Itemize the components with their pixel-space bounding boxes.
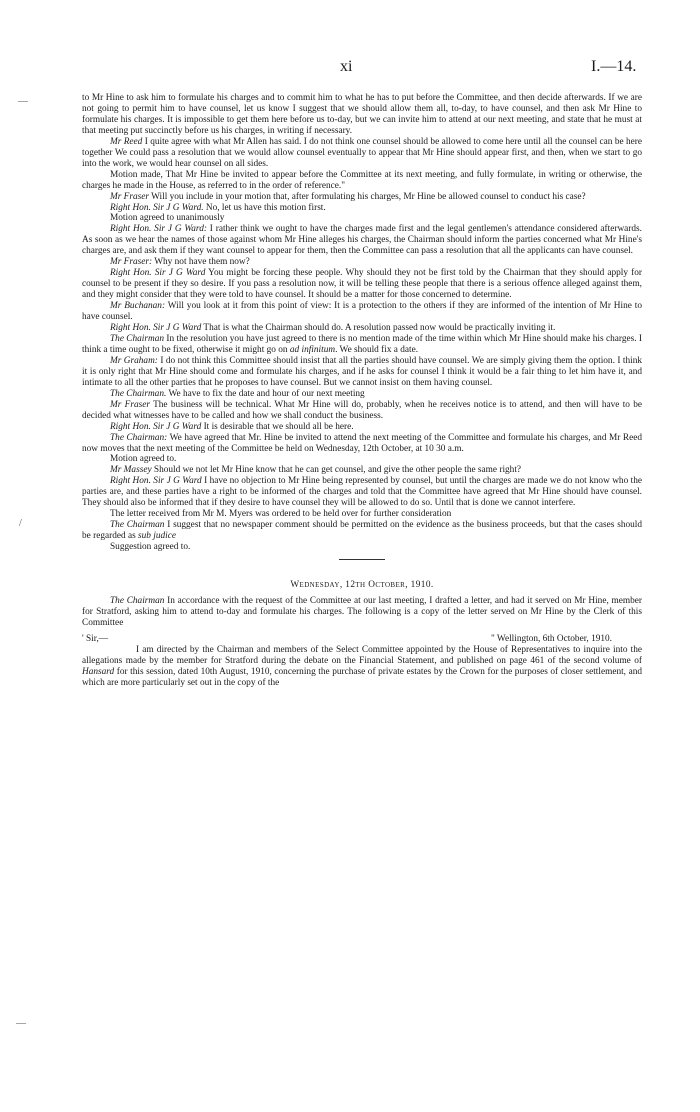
paragraph xyxy=(82,454,642,465)
speaker-name: Mr Graham: xyxy=(110,355,158,366)
paragraph-text: Why not have them now? xyxy=(152,257,250,268)
paragraph-text: Will you include in your motion that, after formulating his charges, Mr Hine be allowed counsel to conduct his case? xyxy=(149,191,586,202)
paragraph xyxy=(82,301,642,323)
paragraph-text: I suggest that no newspaper comment should be permitted on the evidence as the business proceeds, but that the cases should be regarded as xyxy=(82,520,643,542)
speaker-name: Mr Massey xyxy=(110,465,152,476)
speaker-name: Mr Fraser xyxy=(110,191,149,202)
section-divider xyxy=(339,559,385,560)
paragraph xyxy=(82,334,642,356)
paragraph xyxy=(82,257,642,268)
paragraph xyxy=(82,356,642,389)
paragraph-text: The letter received from Mr M. Myers was ordered to be held over for further consideration xyxy=(110,509,452,520)
date-heading: Wednesday, 12th October, 1910. xyxy=(290,580,434,591)
paragraph-text: I do not think this Committee should insist that all the parties should have counsel. We are simply giving them the option. I think it is only right that Mr Hine should come and formulate his charges, and if he asks for counsel I think it would be a fair thing to let him have it, and intimate to all the other parties that he proposes to have counsel. But we cannot insist on them having counsel. xyxy=(82,355,642,388)
speaker-name: The Chairman xyxy=(110,595,165,606)
paragraph xyxy=(82,542,642,553)
paragraph-text: I quite agree with what Mr Allen has said. I do not think one counsel should be allowed to come here until all the counsel can be here together We could pass a resolution that we would allow counsel eventually to appear that Mr Hine should appear first, and then, when we start to go into the work, we would hear counsel on all sides. xyxy=(82,136,642,169)
paragraph xyxy=(82,224,642,257)
paragraph-text: You might be forcing these people. Why should they not be first told by the Chairman that they should apply for counsel to be present if they so desire. If you pass a resolution now, it will be telling these people that there is a serious offence alleged against them, and they might consider that they were told to have counsel. It should be a matter for those concerned to determine. xyxy=(82,268,643,301)
paragraph-text: In accordance with the request of the Committee at our last meeting, I drafted a letter, and had it served on Mr Hine, member for Stratford, asking him to attend to-day and formulate his charges. The following is a copy of the letter served on Mr Hine by the Clerk of this Committee xyxy=(82,595,642,628)
speaker-name: Right Hon. Sir J G Ward xyxy=(110,476,202,487)
paragraph-text: Will you look at it from this point of view: It is a protection to the others if they are informed of the intention of Mr Hine to have counsel. xyxy=(82,301,642,323)
paragraph xyxy=(82,509,642,520)
speaker-name: Right Hon. Sir J G Ward. xyxy=(110,202,204,213)
salutation-text: ' Sir,— xyxy=(82,633,109,644)
paragraph-text: Suggestion agreed to. xyxy=(110,542,191,553)
speaker-name: Right Hon. Sir J G Ward xyxy=(110,421,202,432)
latin-phrase: sub judice xyxy=(138,531,176,542)
paragraph-text: Motion agreed to unanimously xyxy=(110,213,225,224)
paragraph-text: I rather think we ought to have the charges made first and the legal gentlemen's attendance considered afterwards. As soon as we hear the names of those against whom Mr Hine alleges his charges, the Chairman should inform the parties concerned what Mr Hine's charges are, and ask them if they want counsel to appear for them, then the Committee can pass a resolution that all the applicants can have counsel. xyxy=(82,224,642,257)
paragraph-text: I am directed by the Chairman and members of the Select Committee appointed by the House of Representatives to inquire into the allegations made by the member for Stratford during the debate on the Financial Statement, and published on page 461 of the second volume of xyxy=(82,644,642,666)
speaker-name: Right Hon. Sir J G Ward xyxy=(110,268,206,279)
paragraph xyxy=(82,389,642,400)
body-text xyxy=(82,93,642,689)
margin-mark: / xyxy=(19,518,22,529)
letter-salutation xyxy=(82,634,642,645)
paragraph-text: It is desirable that we should all be here. xyxy=(201,421,354,432)
letter-date: " Wellington, 6th October, 1910. xyxy=(490,633,612,644)
paragraph-text: We have agreed that Mr. Hine be invited to attend the next meeting of the Committee and formulate his charges, and Mr Reed now moves that the next meeting of the Committee be held on Wednesday, 12th October, at 10 30 a.m. xyxy=(82,432,642,454)
paragraph xyxy=(82,476,642,509)
paragraph-text: The business will be technical. What Mr Hine will do, probably, when he receives notice is to attend, and then will have to be decided what witnesses have to be called and how we shall conduct the business. xyxy=(82,399,642,421)
paragraph xyxy=(82,93,642,137)
speaker-name: The Chairman: xyxy=(110,432,168,443)
paragraph-text: Should we not let Mr Hine know that he can get counsel, and give the other people the same right? xyxy=(151,465,522,476)
paragraph xyxy=(82,433,642,455)
paragraph-text: Motion agreed to. xyxy=(110,454,177,465)
paragraph xyxy=(82,323,642,334)
speaker-name: Right Hon. Sir J G Ward: xyxy=(110,224,207,235)
paragraph xyxy=(82,192,642,203)
paragraph xyxy=(82,213,642,224)
paragraph xyxy=(82,596,642,629)
speaker-name: The Chairman. xyxy=(110,388,167,399)
latin-phrase: ad infinitum xyxy=(289,344,336,355)
paragraph-text: to Mr Hine to ask him to formulate his charges and to commit him to what he has to put before the Committee, and then decide afterwards. If we are not going to permit him to have counsel, let us know I suggest that we should allow them all, to-day, to have counsel, and then ask Mr Hine to formulate his charges. It is impossible to get them here before us to-day, but we can invite him to attend at our next meeting, and state that he must at that meeting put succinctly before us his charges, in writing if necessary. xyxy=(82,93,642,136)
paragraph xyxy=(82,465,642,476)
paragraph-text: Motion made, That Mr Hine be invited to appear before the Committee at its next meeting, and fully formulate, in writing or otherwise, the charges he made in the House, as referred to in the order of reference." xyxy=(82,169,642,191)
paragraph-text: We have to fix the date and hour of our next meeting xyxy=(166,388,365,399)
paragraph xyxy=(82,520,642,542)
paragraph-text: That is what the Chairman should do. A resolution passed now would be practically inviting it. xyxy=(201,323,556,334)
publication-title: Hansard xyxy=(82,666,115,677)
paragraph-text: . We should fix a date. xyxy=(335,344,419,355)
paragraph xyxy=(82,137,642,170)
paragraph xyxy=(82,422,642,433)
paragraph xyxy=(82,170,642,192)
paragraph-text: No, let us have this motion first. xyxy=(203,202,326,213)
speaker-name: The Chairman xyxy=(110,333,165,344)
speaker-name: The Chairman xyxy=(110,520,165,531)
speaker-name: Mr Buchanan: xyxy=(110,301,166,312)
speaker-name: Mr Fraser: xyxy=(110,257,153,268)
paragraph-text: for this session, dated 10th August, 1910, concerning the purchase of private estates by the Crown for the purposes of closer settlement, and which are more particularly set out in the copy of the xyxy=(82,666,642,688)
paragraph xyxy=(82,400,642,422)
paragraph xyxy=(82,268,642,301)
paragraph-text: In the resolution you have just agreed to there is no mention made of the time within which Mr Hine should make his charges. I think a time ought to be fixed, otherwise it might go on xyxy=(82,333,642,355)
margin-mark: — xyxy=(16,1018,26,1029)
speaker-name: Mr Reed xyxy=(110,136,143,147)
speaker-name: Mr Fraser xyxy=(110,399,150,410)
margin-mark: — xyxy=(18,96,28,107)
paragraph-text: I have no objection to Mr Hine being represented by counsel, but until the charges are made we do not know who the parties are, and these parties have a right to be informed of the charges and told that the Committee have agreed that Mr Hine should have counsel. They should also be informed that if they desire to have counsel they will be allowed to do so. Until that is done we cannot interfere. xyxy=(82,476,642,509)
paragraph xyxy=(82,203,642,214)
speaker-name: Right Hon. Sir J G Ward xyxy=(110,323,202,334)
paragraph xyxy=(82,645,642,689)
page-number: xi xyxy=(340,58,353,75)
page-reference: I.—14. xyxy=(591,58,637,75)
